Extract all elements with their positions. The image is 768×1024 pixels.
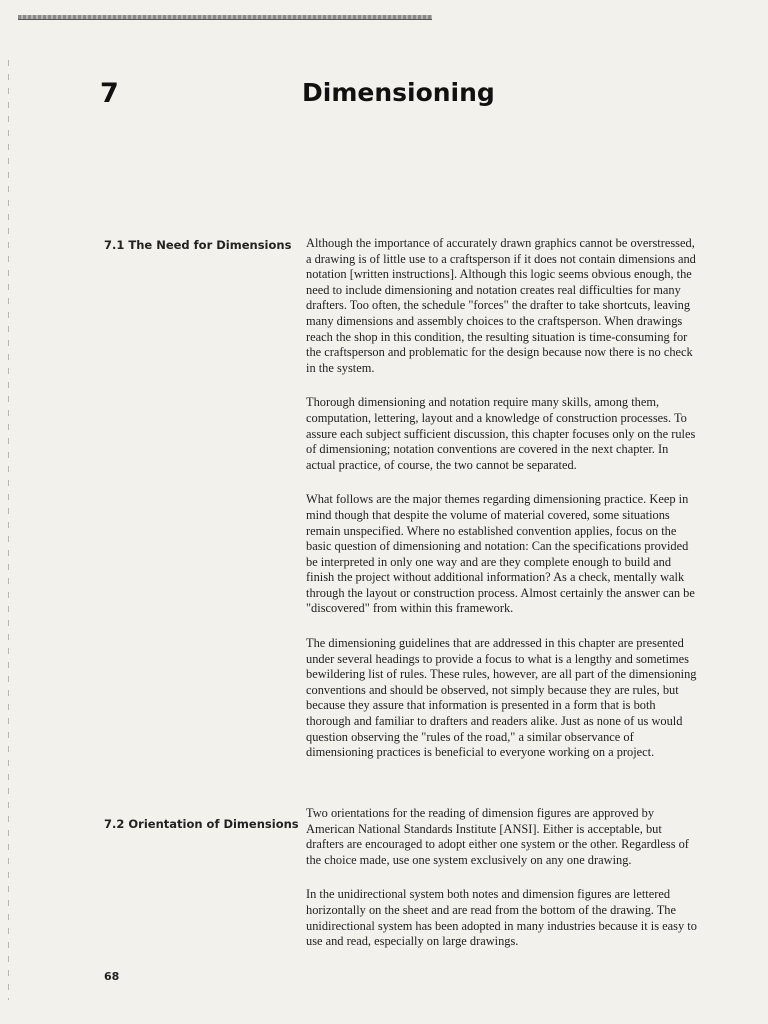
page-number: 68 [104, 970, 120, 983]
section-7-2-body [306, 806, 698, 969]
section-7-1-body [306, 236, 698, 780]
paragraph: Two orientations for the reading of dimension figures are approved by American National Standards Institute [ANSI]. Either is acceptable, but drafters are encouraged to adopt either one system or the other. Regardless of the choice made, use one system exclusively on any one drawing. [306, 806, 689, 867]
paragraph: The dimensioning guidelines that are addressed in this chapter are presented under several headings to provide a focus to what is a lengthy and sometimes bewildering list of rules. These rules, however, are all part of the dimensioning conventions and should be observed, not simply because they are rules, but because they assure that information is presented in a form that is both thorough and familiar to drafters and readers alike. Just as none of us would question observing the "rules of the road," a similar observance of dimensioning practices is beneficial to everyone working on a project. [306, 636, 697, 760]
paragraph: In the unidirectional system both notes and dimension figures are lettered horizontally on the sheet and are read from the bottom of the drawing. The unidirectional system has been adopted in many industries because it is easy to use and read, especially on large drawings. [306, 887, 697, 949]
paragraph: Although the importance of accurately drawn graphics cannot be overstressed, a drawing is of little use to a craftsperson if it does not contain dimensions and notation [written instructions]. Although this logic seems obvious enough, the need to include dimensioning and notation creates real difficulties for many drafters. Too often, the schedule "forces" the drafter to take shortcuts, leaving many dimensions and assembly choices to the craftsperson. When drawings reach the shop in this condition, the resulting situation is time-consuming for the craftsperson and problematic for the design because now there is no check in the system. [306, 236, 696, 375]
paragraph: Thorough dimensioning and notation require many skills, among them, computation, lettering, layout and a knowledge of construction processes. To assure each subject sufficient discussion, this chapter focuses only on the rules of dimensioning; notation conventions are covered in the next chapter. In actual practice, of course, the two cannot be separated. [306, 395, 696, 472]
chapter-title: Dimensioning [302, 78, 495, 107]
chapter-number: 7 [100, 78, 119, 109]
section-heading-7-1: 7.1 The Need for Dimensions [104, 238, 292, 252]
paragraph: What follows are the major themes regarding dimensioning practice. Keep in mind though that despite the volume of material covered, some situations remain unspecified. Where no established convention applies, focus on the basic question of dimensioning and notation: Can the specifications provided be interpreted in only one way and are they complete enough to build and finish the project without additional information? As a check, mentally walk through the layout or construction process. Almost certainly the answer can be "discovered" from within this framework. [306, 492, 695, 616]
top-rule [18, 15, 432, 20]
section-heading-7-2: 7.2 Orientation of Dimensions [104, 817, 299, 831]
margin-scan-mark [8, 60, 9, 1000]
